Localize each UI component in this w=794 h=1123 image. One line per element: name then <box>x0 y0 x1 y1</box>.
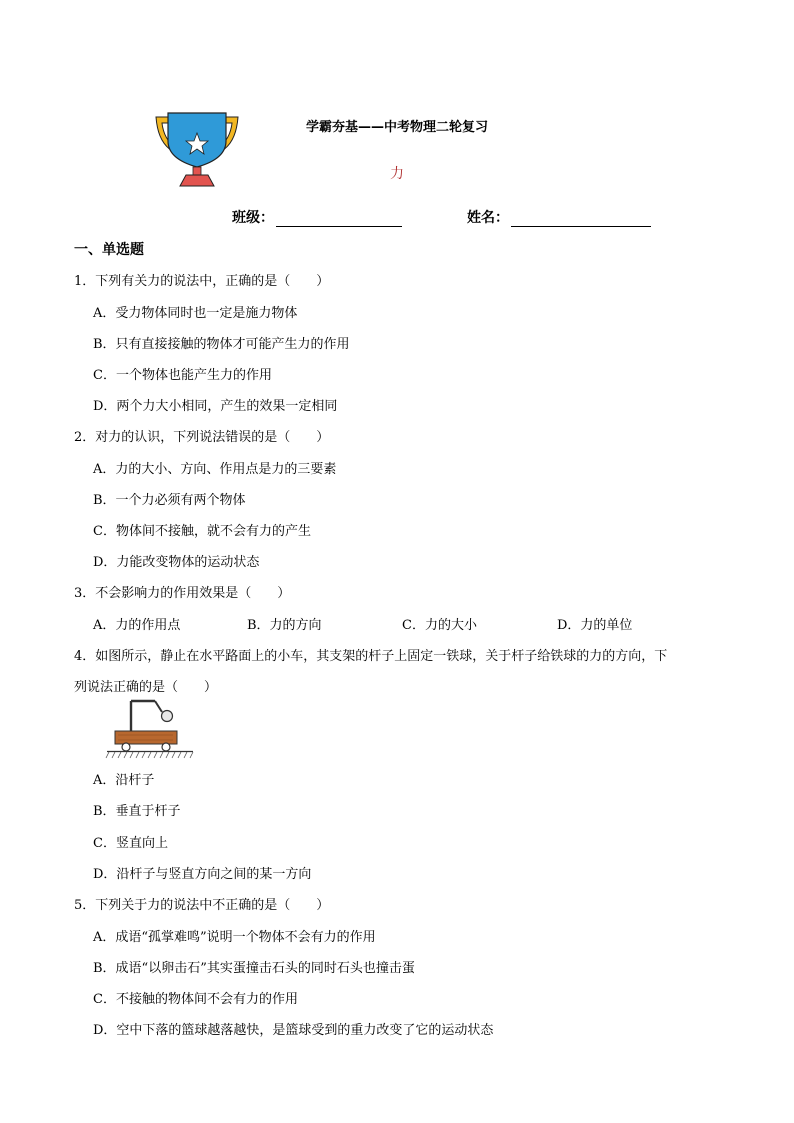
question-1-stem: 1．下列有关力的说法中，正确的是（ ） <box>74 274 330 289</box>
question-5-option-b: B．成语“以卵击石”其实蛋撞击石头的同时石头也撞击蛋 <box>93 961 415 976</box>
question-5-option-d: D．空中下落的篮球越落越快，是篮球受到的重力改变了它的运动状态 <box>93 1023 494 1038</box>
question-2-option-c: C．物体间不接触，就不会有力的产生 <box>93 524 311 539</box>
question-4-option-d: D．沿杆子与竖直方向之间的某一方向 <box>93 867 312 882</box>
question-5-option-a: A．成语“孤掌难鸣”说明一个物体不会有力的作用 <box>93 930 376 945</box>
question-1-option-c: C．一个物体也能产生力的作用 <box>93 368 272 383</box>
question-3-stem: 3．不会影响力的作用效果是（ ） <box>74 586 291 601</box>
cart-with-ball-figure <box>105 697 195 759</box>
name-field <box>467 207 651 227</box>
question-4-option-a: A．沿杆子 <box>93 773 155 788</box>
question-4-option-c: C．竖直向上 <box>93 836 168 851</box>
question-4-stem-line-2: 列说法正确的是（ ） <box>74 680 218 695</box>
question-3-option-a: A．力的作用点 <box>93 618 181 633</box>
question-3-option-d: D．力的单位 <box>557 618 633 633</box>
question-4-option-b: B．垂直于杆子 <box>93 804 181 819</box>
name-blank <box>511 212 651 227</box>
worksheet-subtitle: 力 <box>390 166 404 182</box>
class-field <box>232 207 402 227</box>
question-2-stem: 2．对力的认识，下列说法错误的是（ ） <box>74 430 330 445</box>
section-heading: 一、单选题 <box>74 242 144 258</box>
class-label: 班级： <box>232 210 274 226</box>
question-3-option-c: C．力的大小 <box>402 618 477 633</box>
question-1-option-d: D．两个力大小相同，产生的效果一定相同 <box>93 399 338 414</box>
question-2-option-b: B．一个力必须有两个物体 <box>93 493 246 508</box>
question-3-option-b: B．力的方向 <box>247 618 322 633</box>
worksheet-title: 学霸夯基——中考物理二轮复习 <box>305 120 488 135</box>
question-5-option-c: C．不接触的物体间不会有力的作用 <box>93 992 298 1007</box>
name-label: 姓名： <box>467 210 509 226</box>
class-blank <box>276 212 402 227</box>
question-1-option-a: A．受力物体同时也一定是施力物体 <box>93 306 298 321</box>
question-1-option-b: B．只有直接接触的物体才可能产生力的作用 <box>93 337 350 352</box>
question-5-stem: 5．下列关于力的说法中不正确的是（ ） <box>74 898 330 913</box>
question-2-option-d: D．力能改变物体的运动状态 <box>93 555 260 570</box>
question-4-stem-line-1: 4．如图所示，静止在水平路面上的小车，其支架的杆子上固定一铁球，关于杆子给铁球的力的方向，下 <box>74 649 668 664</box>
question-2-option-a: A．力的大小、方向、作用点是力的三要素 <box>93 462 337 477</box>
